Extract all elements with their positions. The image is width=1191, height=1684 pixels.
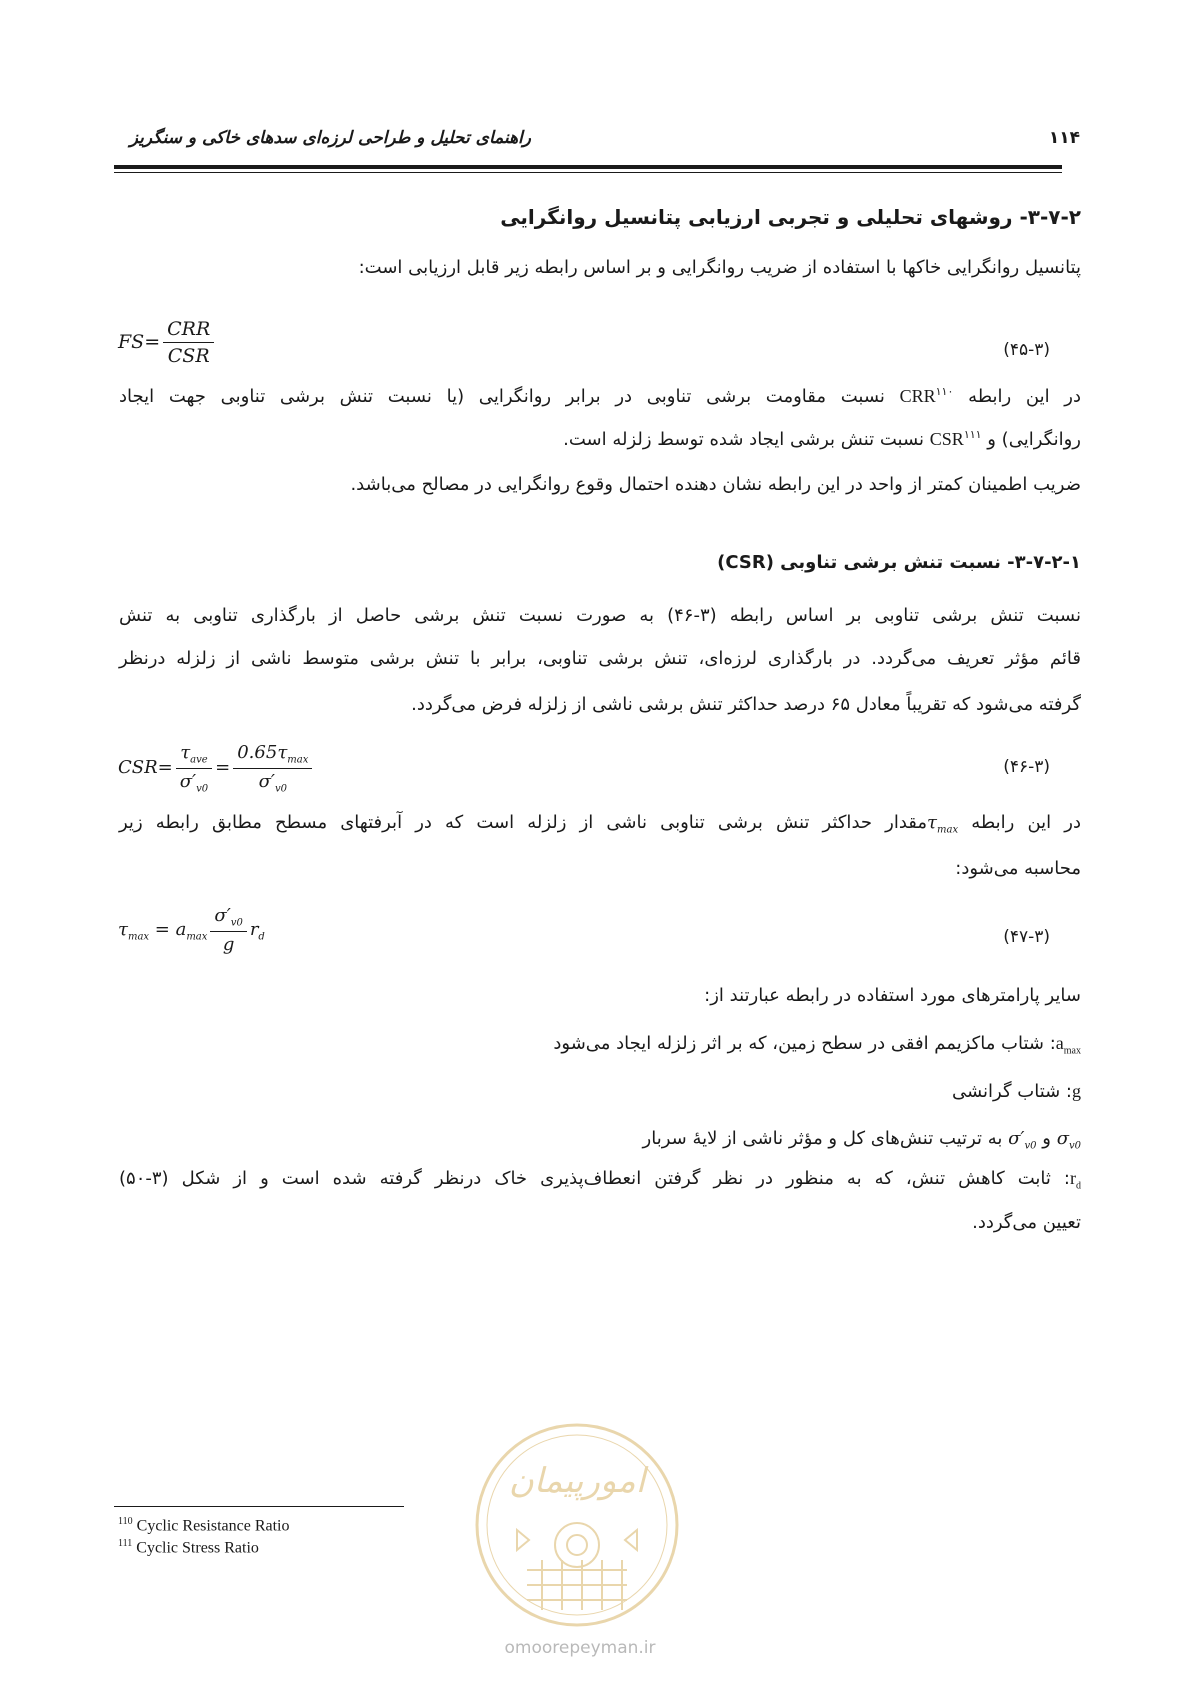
eq45-lhs: FS: [118, 331, 145, 353]
sigma-symbol: $\sigma_{v0}$: [1056, 1128, 1081, 1152]
params-intro: سایر پارامترهای مورد استفاده در رابطه عبارتند از:: [704, 985, 1081, 1006]
header-rule-thin: [114, 172, 1062, 173]
page-number: ۱۱۴: [1048, 128, 1080, 148]
running-header-title: راهنمای تحلیل و طراحی لرزه‌ای سدهای خاکی و سنگریز: [129, 128, 531, 148]
equation-number-46: (۴۶-۳): [1003, 757, 1050, 777]
csr-paragraph-line3: گرفته می‌شود که تقریباً معادل ۶۵ درصد حداکثر تنش برشی ناشی از زلزله فرض می‌گردد.: [411, 694, 1081, 715]
seal-text: امورپیمان: [508, 1461, 646, 1501]
eq47-fraction: $\frac{\sigma'_{v0}}{g}$: [210, 905, 246, 955]
equation-45: FS= $\frac{\text{CRR}}{\text{CSR}}$: [118, 318, 217, 367]
eq46-fraction-2: $\frac{0.65\tau_{max}}{\sigma'_{v0}}$: [233, 742, 312, 794]
watermark-url: omoorepeyman.ir: [504, 1638, 656, 1658]
equation-number-47: (۴۷-۳): [1003, 927, 1050, 947]
intro-paragraph: پتانسیل روانگرایی خاکها با استفاده از ضریب روانگرایی و بر اساس رابطه زیر قابل ارزیابی است:: [358, 257, 1081, 278]
csr-paragraph-line2: قائم مؤثر تعریف می‌گردد. در بارگذاری لرزه‌ای، تنش برشی تناوبی، برابر با تنش برشی متوسط ناشی از زلزله درنظر: [119, 648, 1081, 669]
param-sigma: $\sigma_{v0}$ و $\sigma'_{v0}$ به ترتیب تنش‌های کل و مؤثر ناشی از لایهٔ سربار: [642, 1128, 1081, 1152]
equation-46: CSR= $\frac{\tau_{ave}}{\sigma'_{v0}}$ = $\frac{0.65\tau_{max}}{\sigma'_{v0}}$: [118, 742, 315, 794]
paragraph-safety-factor: ضریب اطمینان کمتر از واحد در این رابطه نشان دهنده احتمال وقوع روانگرایی در مصالح می‌باشد.: [350, 474, 1081, 495]
footnote-ref-110: ۱۱۰: [935, 385, 954, 398]
eq45-numerator: CRR: [163, 318, 214, 343]
term-crr: CRR: [899, 386, 936, 406]
paragraph-crr-line1: در این رابطه CRR$^{۱۱۰}$ نسبت مقاومت برشی تناوبی در برابر روانگرایی (یا نسبت تنش برشی تناوبی جهت ایجاد: [119, 385, 1081, 407]
header-rule: [114, 165, 1062, 169]
tau-max-symbol: $\tau_{max}$: [927, 812, 959, 836]
rd-symbol: $r_d$: [1070, 1168, 1081, 1192]
section-heading: ۳-۷-۲- روشهای تحلیلی و تجربی ارزیابی پتانسیل روانگرایی: [500, 205, 1081, 229]
eq46-fraction-1: $\frac{\tau_{ave}}{\sigma'_{v0}}$: [176, 742, 212, 794]
tau-paragraph-line2: محاسبه می‌شود:: [955, 858, 1081, 879]
footnote-110: $^{110}$ Cyclic Resistance Ratio: [118, 1516, 290, 1535]
footnote-ref-111: ۱۱۱: [963, 428, 982, 441]
paragraph-crr-line2: روانگرایی) و CSR$^{۱۱۱}$ نسبت تنش برشی ایجاد شده توسط زلزله است.: [563, 428, 1081, 450]
subsection-heading: ۳-۷-۲-۱- نسبت تنش برشی تناوبی (CSR): [717, 552, 1081, 573]
param-amax: $a_{max}$: شتاب ماکزیمم افقی در سطح زمین، که بر اثر زلزله ایجاد می‌شود: [553, 1033, 1081, 1057]
term-csr: CSR: [929, 429, 964, 449]
equation-47: $\tau_{max} = a_{max}$ $\frac{\sigma'_{v0}}{g}$ $r_d$: [118, 905, 265, 955]
equation-number-45: (۴۵-۳): [1003, 340, 1050, 360]
eq45-denominator: CSR: [167, 345, 210, 367]
footnote-rule: [114, 1506, 404, 1507]
footnote-111: $^{111}$ Cyclic Stress Ratio: [118, 1538, 259, 1557]
param-rd: $r_d$: ثابت کاهش تنش، که به منظور در نظر گرفتن انعطاف‌پذیری خاک درنظر گرفته شده است و از شکل (۳-۵۰): [119, 1168, 1081, 1192]
eq45-fraction: [163, 318, 214, 367]
tau-paragraph-line1: در این رابطه $\tau_{max}مقدار$ حداکثر تنش برشی تناوبی ناشی از زلزله است که در آبرفتهای مسطح مطابق رابطه زیر: [119, 812, 1081, 836]
param-g: g: شتاب گرانشی: [951, 1081, 1081, 1102]
param-rd-line2: تعیین می‌گردد.: [972, 1212, 1081, 1233]
sigma-prime-symbol: $\sigma'_{v0}$: [1008, 1128, 1037, 1152]
csr-paragraph-line1: نسبت تنش برشی تناوبی بر اساس رابطه (۳-۴۶) به صورت نسبت تنش برشی حاصل از بارگذاری تناوبی به تنش: [119, 605, 1081, 626]
g-symbol: g: [1072, 1081, 1081, 1101]
eq46-lhs: CSR: [118, 757, 158, 779]
amax-symbol: $a_{max}$: [1055, 1033, 1081, 1057]
watermark-seal-icon: [472, 1420, 682, 1630]
